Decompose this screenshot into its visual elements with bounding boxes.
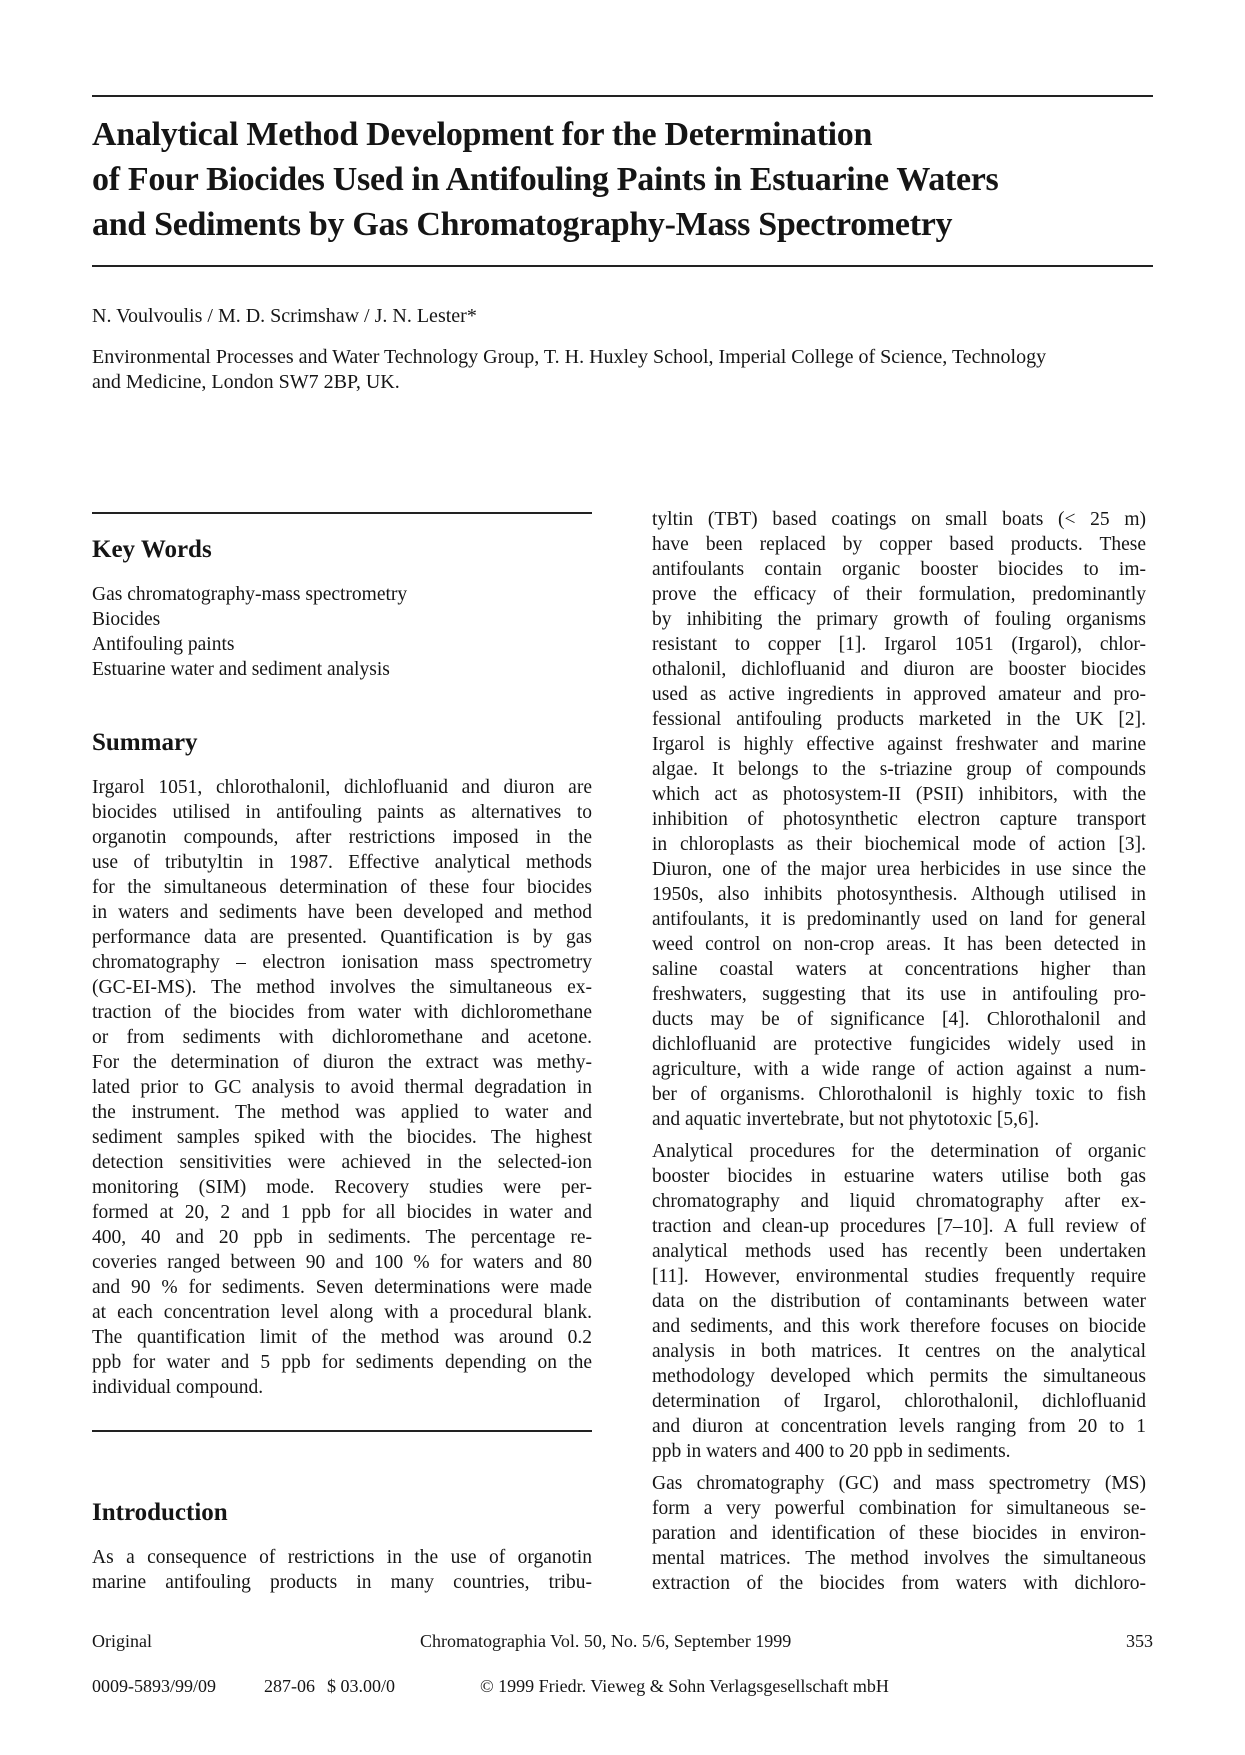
paragraph-line: Gas chromatography (GC) and mass spectrometry (MS) [652,1473,1146,1494]
affiliation [92,345,1154,395]
title-line: Analytical Method Development for the Determination [92,116,873,153]
paragraph-line: and sediments, and this work therefore focuses on biocide [652,1316,1146,1337]
summary-line: performance data are presented. Quantification is by gas [92,927,592,948]
intro-paragraph-1 [652,507,1146,1132]
summary-line: sediment samples spiked with the biocides. The highest [92,1127,592,1148]
summary-line: the instrument. The method was applied to water and [92,1102,592,1123]
price-code: $ 03.00/0 [327,1676,396,1696]
paragraph-line: fessional antifouling products marketed in the UK [2]. [652,709,1146,730]
title-bottom-rule [92,265,1153,267]
paragraph-line: chromatography and liquid chromatography after ex- [652,1191,1146,1212]
summary-line: formed at 20, 2 and 1 ppb for all biocides in water and [92,1202,592,1223]
keyword-item: Estuarine water and sediment analysis [92,659,390,680]
paragraph-line: have been replaced by copper based products. These [652,534,1146,555]
paragraph-line: extraction of the biocides from waters with dichloro- [652,1573,1146,1594]
summary-line: use of tributyltin in 1987. Effective analytical methods [92,852,592,873]
article-title [92,112,1172,247]
paragraph-line: 1950s, also inhibits photosynthesis. Although utilised in [652,884,1146,905]
paragraph-line: which act as photosystem-II (PSII) inhibitors, with the [652,784,1146,805]
summary-line: ppb for water and 5 ppb for sediments depending on the [92,1352,592,1373]
paragraph-line: traction and clean-up procedures [7–10]. A full review of [652,1216,1146,1237]
paragraph-line: paration and identification of these biocides in environ- [652,1523,1146,1544]
paragraph-line: used as active ingredients in approved amateur and pro- [652,684,1146,705]
paragraph-line: ducts may be of significance [4]. Chlorothalonil and [652,1009,1146,1030]
paragraph-line: Analytical procedures for the determination of organic [652,1141,1146,1162]
paragraph-line: ppb in waters and 400 to 20 ppb in sediments. [652,1441,1011,1462]
affiliation-line: Environmental Processes and Water Technology Group, T. H. Huxley School, Imperial College of Science, Technology [92,346,1047,368]
summary-line: monitoring (SIM) mode. Recovery studies were per- [92,1177,592,1198]
paragraph-line: prove the efficacy of their formulation, predominantly [652,584,1146,605]
paragraph-line: methodology developed which permits the simultaneous [652,1366,1146,1387]
paragraph-line: analytical methods used has recently been undertaken [652,1241,1146,1262]
paragraph-line: analysis in both matrices. It centres on the analytical [652,1341,1146,1362]
paragraph-line: and diuron at concentration levels ranging from 20 to 1 [652,1416,1146,1437]
paragraph-line: algae. It belongs to the s-triazine group of compounds [652,759,1146,780]
summary-heading: Summary [92,729,198,756]
paragraph-line: inhibition of photosynthetic electron capture transport [652,809,1146,830]
summary-line: lated prior to GC analysis to avoid thermal degradation in [92,1077,592,1098]
issn: 0009-5893/99/09 [92,1676,216,1696]
paragraph-line: saline coastal waters at concentrations higher than [652,959,1146,980]
paragraph-line: determination of Irgarol, chlorothalonil, dichlofluanid [652,1391,1146,1412]
paragraph-line: data on the distribution of contaminants between water [652,1291,1146,1312]
paragraph-line: in chloroplasts as their biochemical mode of action [3]. [652,834,1146,855]
summary-line: (GC-EI-MS). The method involves the simultaneous ex- [92,977,592,998]
paragraph-line: mental matrices. The method involves the simultaneous [652,1548,1146,1569]
paragraph-line: tyltin (TBT) based coatings on small boats (< 25 m) [652,509,1146,530]
intro-paragraph-2 [652,1139,1146,1464]
paragraph-line: and aquatic invertebrate, but not phytotoxic [5,6]. [652,1109,1040,1130]
keyword-item: Gas chromatography-mass spectrometry [92,584,408,605]
paragraph-line: agriculture, with a wide range of action against a num- [652,1059,1146,1080]
paragraph-line: weed control on non-crop areas. It has been detected in [652,934,1146,955]
paragraph-line: [11]. However, environmental studies frequently require [652,1266,1146,1287]
summary-line: individual compound. [92,1377,264,1398]
paragraph-line: Diuron, one of the major urea herbicides in use since the [652,859,1146,880]
paragraph-line: resistant to copper [1]. Irgarol 1051 (Irgarol), chlor- [652,634,1146,655]
paragraph-line: dichlofluanid are protective fungicides widely used in [652,1034,1146,1055]
introduction-heading: Introduction [92,1499,228,1526]
summary-line: for the simultaneous determination of these four biocides [92,877,592,898]
copyright: © 1999 Friedr. Vieweg & Sohn Verlagsgesellschaft mbH [480,1676,889,1696]
summary-line: detection sensitivities were achieved in the selected-ion [92,1152,592,1173]
summary-line: For the determination of diuron the extract was methy- [92,1052,592,1073]
introduction-line: As a consequence of restrictions in the use of organotin [92,1547,592,1568]
paragraph-line: form a very powerful combination for simultaneous se- [652,1498,1146,1519]
keywords-heading: Key Words [92,536,212,563]
keyword-item: Biocides [92,609,161,630]
summary-text [92,775,592,1400]
page-number: 353 [1126,1631,1153,1651]
paragraph-line: freshwaters, suggesting that its use in antifouling pro- [652,984,1146,1005]
introduction-text [92,1545,592,1595]
title-line: and Sediments by Gas Chromatography-Mass Spectrometry [92,206,953,243]
article-type: Original [92,1631,152,1651]
summary-line: in waters and sediments have been developed and method [92,902,592,923]
summary-line: biocides utilised in antifouling paints as alternatives to [92,802,592,823]
journal-citation: Chromatographia Vol. 50, No. 5/6, September 1999 [420,1631,792,1651]
title-top-rule [92,95,1153,97]
introduction-line: marine antifouling products in many countries, tribu- [92,1572,592,1593]
paragraph-line: othalonil, dichlofluanid and diuron are booster biocides [652,659,1146,680]
paragraph-line: antifoulants contain organic booster biocides to im- [652,559,1146,580]
summary-line: chromatography – electron ionisation mass spectrometry [92,952,592,973]
summary-line: organotin compounds, after restrictions imposed in the [92,827,592,848]
summary-line: at each concentration level along with a procedural blank. [92,1302,592,1323]
keyword-item: Antifouling paints [92,634,235,655]
summary-line: or from sediments with dichloromethane and acetone. [92,1027,592,1048]
summary-line: Irgarol 1051, chlorothalonil, dichlofluanid and diuron are [92,777,592,798]
article-code: 287-06 [264,1676,315,1696]
paragraph-line: by inhibiting the primary growth of fouling organisms [652,609,1146,630]
intro-paragraph-3 [652,1471,1146,1596]
summary-line: coveries ranged between 90 and 100 % for waters and 80 [92,1252,592,1273]
summary-line: traction of the biocides from water with dichloromethane [92,1002,592,1023]
title-line: of Four Biocides Used in Antifouling Paints in Estuarine Waters [92,161,999,198]
summary-line: The quantification limit of the method was around 0.2 [92,1327,592,1348]
affiliation-line: and Medicine, London SW7 2BP, UK. [92,371,400,393]
keywords-top-rule [92,512,592,514]
summary-bottom-rule [92,1430,592,1432]
paragraph-line: antifoulants, it is predominantly used on land for general [652,909,1146,930]
paragraph-line: Irgarol is highly effective against freshwater and marine [652,734,1146,755]
summary-line: 400, 40 and 20 ppb in sediments. The percentage re- [92,1227,592,1248]
keywords-list [92,582,592,682]
paragraph-line: booster biocides in estuarine waters utilise both gas [652,1166,1146,1187]
summary-line: and 90 % for sediments. Seven determinations were made [92,1277,592,1298]
paragraph-line: ber of organisms. Chlorothalonil is highly toxic to fish [652,1084,1146,1105]
authors: N. Voulvoulis / M. D. Scrimshaw / J. N. Lester* [92,305,477,327]
